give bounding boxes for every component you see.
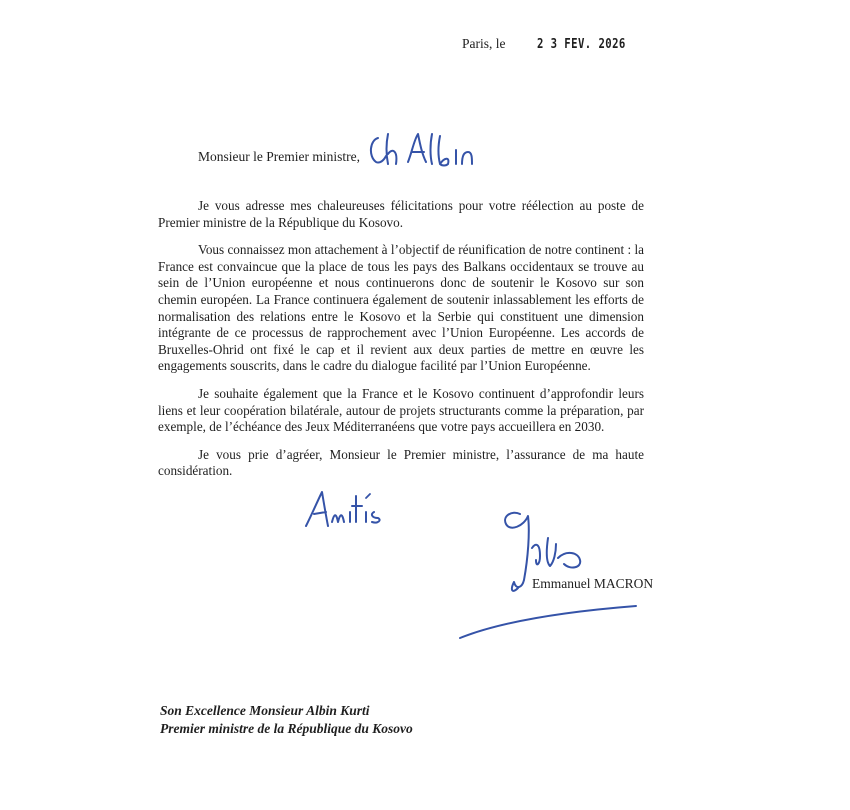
addressee-block: [160, 702, 413, 738]
date-place: Paris, le: [462, 36, 506, 51]
letter-body: [158, 198, 644, 491]
signatory-name: Emmanuel MACRON: [532, 576, 654, 591]
paragraph: Vous connaissez mon attachement à l’objectif de réunification de notre continent : la France est convaincue que la place de tous les pays des Balkans occidentaux se trouve au sein de l’Union européenne et nous continuerons donc de soutenir le Kosovo sur son chemin européen. La France continuera également de soutenir inlassablement les efforts de normalisation des relations entre le Kosovo et la Serbie qui constituent une dimension intégrante de ce processus de rapprochement avec l’Union Européenne. Les accords de Bruxelles-Ohrid ont fixé le cap et il revient aux deux parties de mettre en œuvre les engagements souscrits, dans le cadre du dialogue facilité par l’Union Européenne.: [158, 242, 644, 374]
handwritten-closing: [300, 482, 400, 542]
paragraph: Je vous prie d’agréer, Monsieur le Premier ministre, l’assurance de ma haute considération.: [158, 446, 644, 479]
addressee-line: Premier ministre de la République du Kosovo: [160, 721, 413, 736]
date-stamp: 2 3 FEV. 2026: [536, 37, 626, 52]
handwritten-salutation: [362, 126, 482, 176]
dateline: [462, 36, 645, 52]
paragraph: Je vous adresse mes chaleureuses félicitations pour votre réélection au poste de Premier ministre de la République du Kosovo.: [158, 198, 644, 230]
salutation: Monsieur le Premier ministre,: [198, 149, 360, 164]
paragraph: Je souhaite également que la France et le Kosovo continuent d’approfondir leurs liens et leur coopération bilatérale, autour de projets structurants comme la préparation, par exemple, de l’échéance des Jeux Méditerranéens que votre pays accueillera en 2030.: [158, 385, 644, 435]
addressee-line: Son Excellence Monsieur Albin Kurti: [160, 703, 370, 718]
